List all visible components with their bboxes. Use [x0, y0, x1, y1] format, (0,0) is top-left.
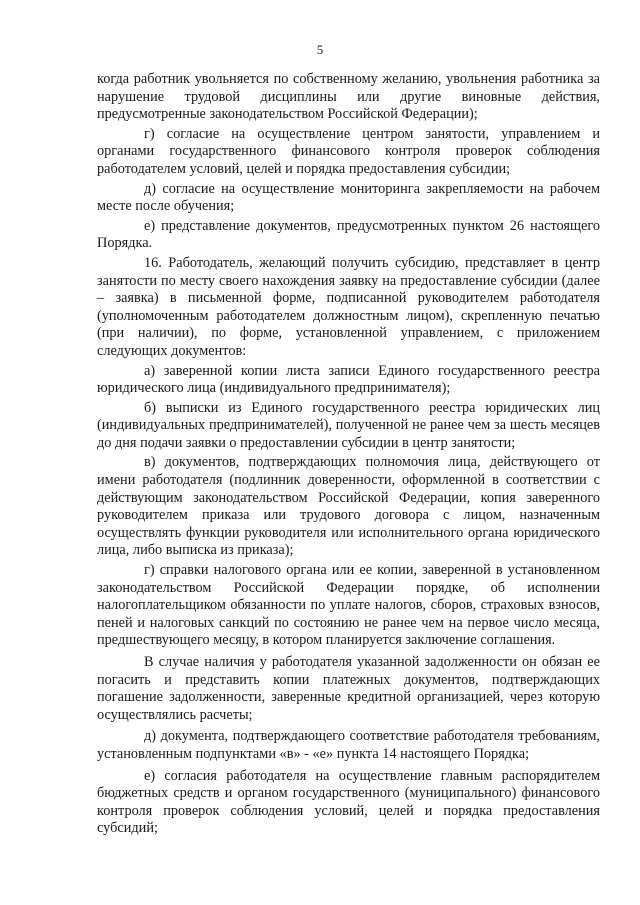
paragraph-item-e-documents: е) представление документов, предусмотренных пунктом 26 настоящего Порядка.: [97, 217, 600, 252]
paragraph-clause-16: 16. Работодатель, желающий получить субсидию, представляет в центр занятости по месту своего нахождения заявку на предоставление субсидии (далее – заявка) в письменной форме, подписанной руководителем работодателя (уполномоченным работодателем должностным лицом), скрепленную печатью (при наличии), по форме, установленной управлением, с приложением следующих документов:: [97, 254, 600, 359]
paragraph-debt-repayment: В случае наличия у работодателя указанной задолженности он обязан ее погасить и представить копии платежных документов, подтверждающих погашение задолженности, заверенные кредитной организацией, через которую осуществлялись расчеты;: [97, 654, 600, 723]
paragraph-item-e-employer-consent: е) согласия работодателя на осуществление главным распорядителем бюджетных средств и органом государственного (муниципального) финансового контроля проверок соблюдения условий, целей и порядка предоставления субсидий;: [97, 767, 600, 837]
paragraph-item-a-registry-copy: а) заверенной копии листа записи Единого государственного реестра юридического лица (индивидуального предпринимателя);: [97, 362, 600, 397]
paragraph-item-d-consent-monitoring: д) согласие на осуществление мониторинга закрепляемости на рабочем месте после обучения;: [97, 180, 600, 215]
page-number: 5: [316, 42, 324, 57]
paragraph-item-g-tax-certificate: г) справки налогового органа или ее копии, заверенной в установленном законодательством Российской Федерации порядке, об исполнении налогоплательщиком обязанности по уплате налогов, сборов, страховых взносов, пеней и налоговых санкций по состоянию не ранее чем на первое число месяца, предшествующего месяцу, в котором планируется заключение соглашения.: [97, 562, 600, 649]
paragraph-item-v-authority-documents: в) документов, подтверждающих полномочия лица, действующего от имени работодателя (подлинник доверенности, оформленной в соответствии с действующим законодательством Российской Федерации, копия заверенного руководителем приказа или трудового договора с лицом, назначенным осуществлять функции руководителя или исполнительного органа юридического лица, либо выписка из приказа);: [97, 454, 600, 559]
paragraph-continuation: когда работник увольняется по собственному желанию, увольнения работника за нарушение трудовой дисциплины или другие виновные действия, предусмотренные законодательством Российской Федерации);: [97, 71, 600, 123]
paragraph-item-g-consent-inspections: г) согласие на осуществление центром занятости, управлением и органами государственного финансового контроля проверок соблюдения работодателем условий, целей и порядка предоставления субсидии;: [97, 125, 600, 177]
document-body: [97, 71, 600, 840]
paragraph-item-b-registry-extract: б) выписки из Единого государственного реестра юридических лиц (индивидуальных предпринимателей), полученной не ранее чем за шесть месяцев до дня подачи заявки о предоставлении субсидии в центр занятости;: [97, 399, 600, 451]
paragraph-item-d-compliance-document: д) документа, подтверждающего соответствие работодателя требованиям, установленным подпунктами «в» - «е» пункта 14 настоящего Порядка;: [97, 728, 600, 762]
